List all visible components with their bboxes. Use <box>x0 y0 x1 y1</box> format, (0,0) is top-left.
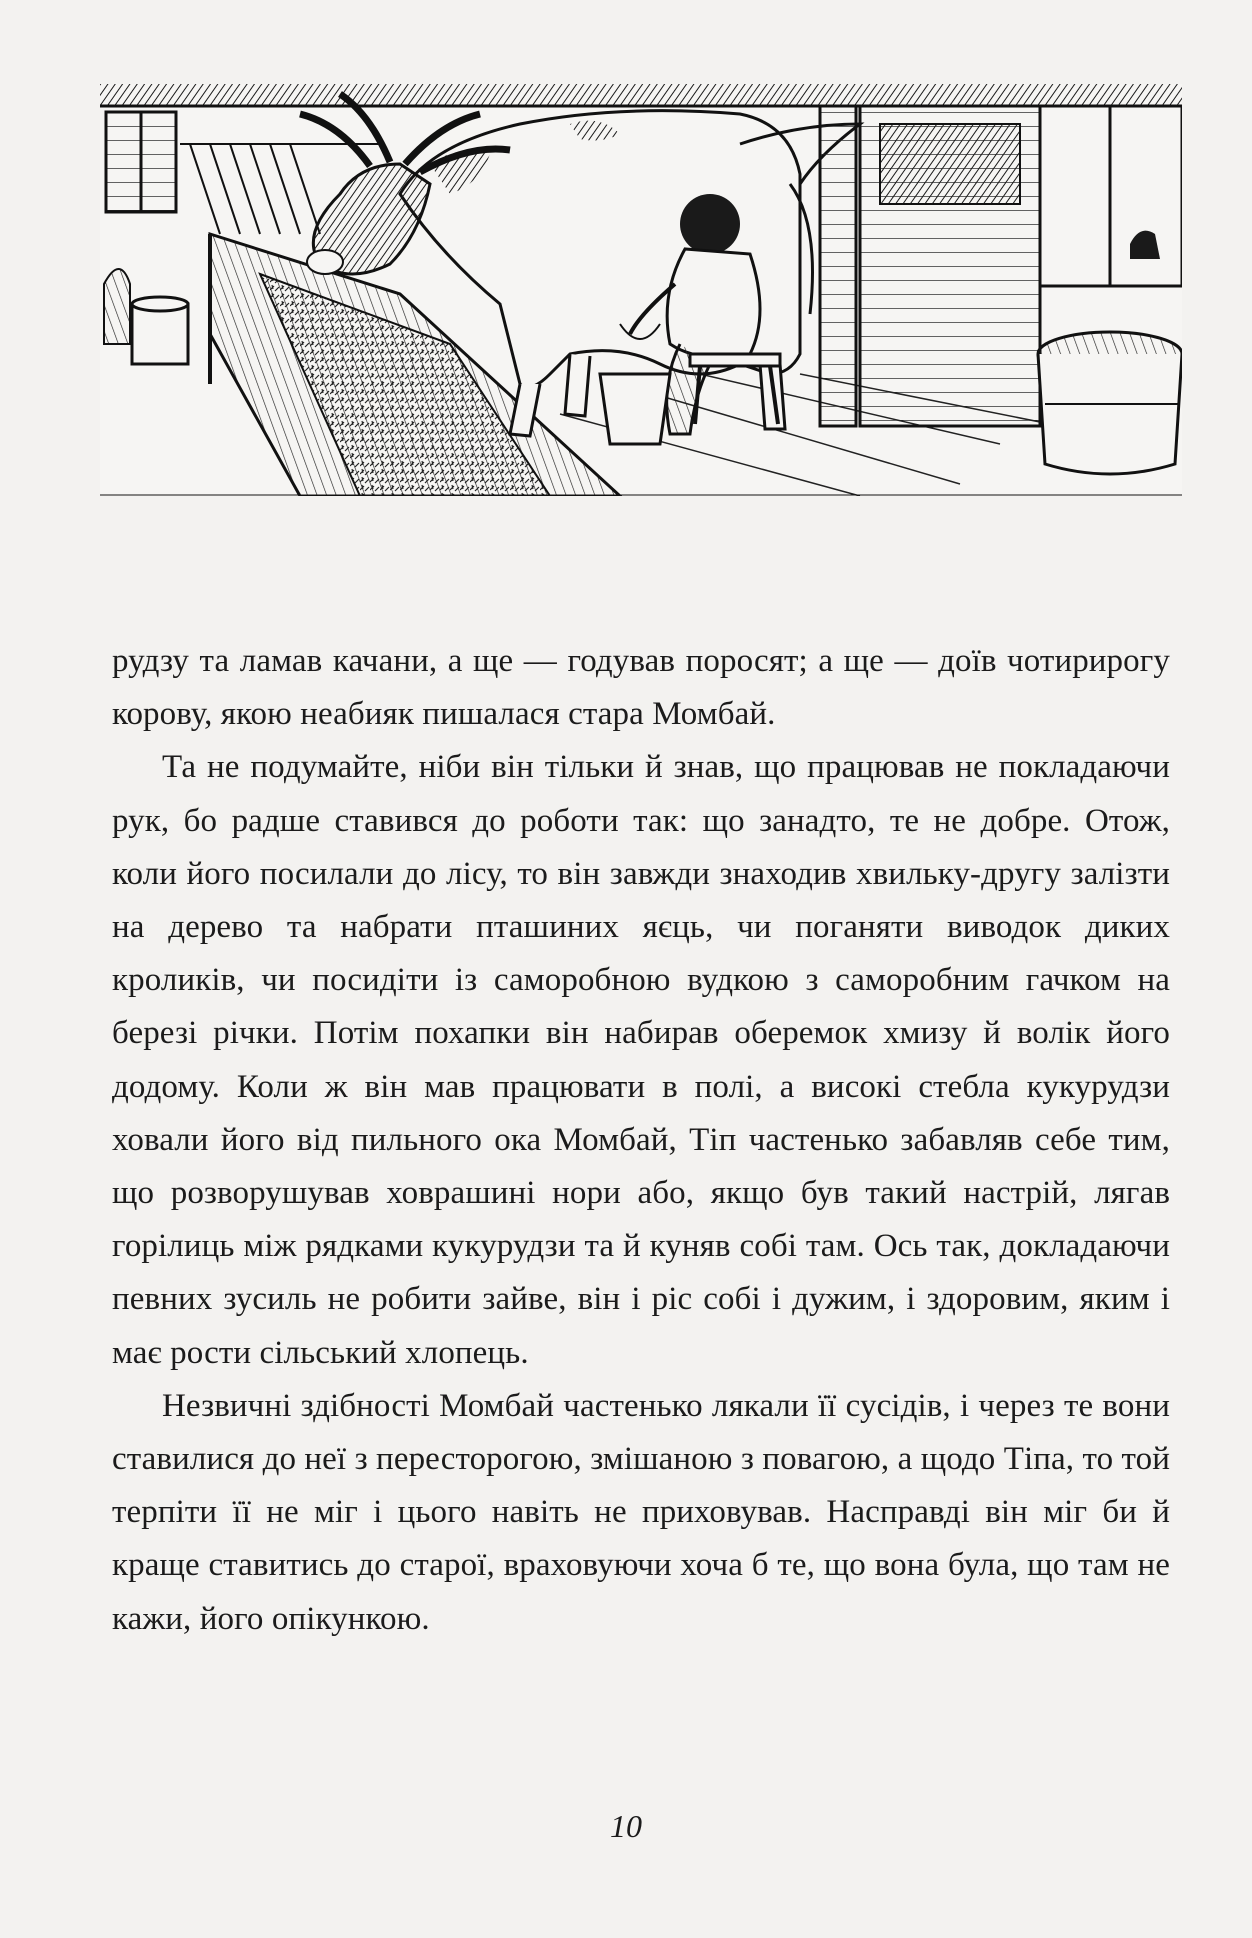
illustration-drawing <box>100 84 1182 496</box>
paragraph: Та не подумайте, ніби він тільки й знав, що працював не покладаючи рук, бо радше ставився до роботи так: що занадто, те не добре. Отож, коли його посилали до лісу, то він завжди знаходив хвильку-другу залізти на дерево та набрати пташиних яєць, чи поганяти виводок диких кроликів, чи посидіти із саморобною вудкою з саморобним гачком на березі річки. Потім похапки він набирав оберемок хмизу й волік його додому. Коли ж він мав працювати в полі, а високі стебла кукурудзи ховали його від пильного ока Момбай, Тіп частенько забавляв себе тим, що розворушував ховрашині нори або, якщо був такий настрій, лягав горілиць між рядками кукурудзи та й куняв собі там. Ось так, докладаючи певних зусиль не робити зайве, він і ріс собі і дужим, і здоровим, яким і має рости сільський хлопець. <box>112 749 1170 1371</box>
paragraph: Незвичні здібності Момбай частенько лякали її сусідів, і через те вони ставилися до неї з пересторогою, змішаною з повагою, а щодо Тіпа, то той терпіти її не міг і цього навіть не приховував. Насправді він міг би й краще ставитись до старої, враховуючи хоча б те, що вона була, що там не кажи, його опікункою. <box>112 1387 1170 1637</box>
barn-milking-illustration <box>100 84 1182 496</box>
body-text <box>112 635 1170 1646</box>
page-number: 10 <box>610 1808 642 1844</box>
paragraph: рудзу та ламав качани, а ще — годував поросят; а ще — доїв чотирирогу корову, якою неабияк пишалася стара Момбай. <box>112 643 1170 733</box>
